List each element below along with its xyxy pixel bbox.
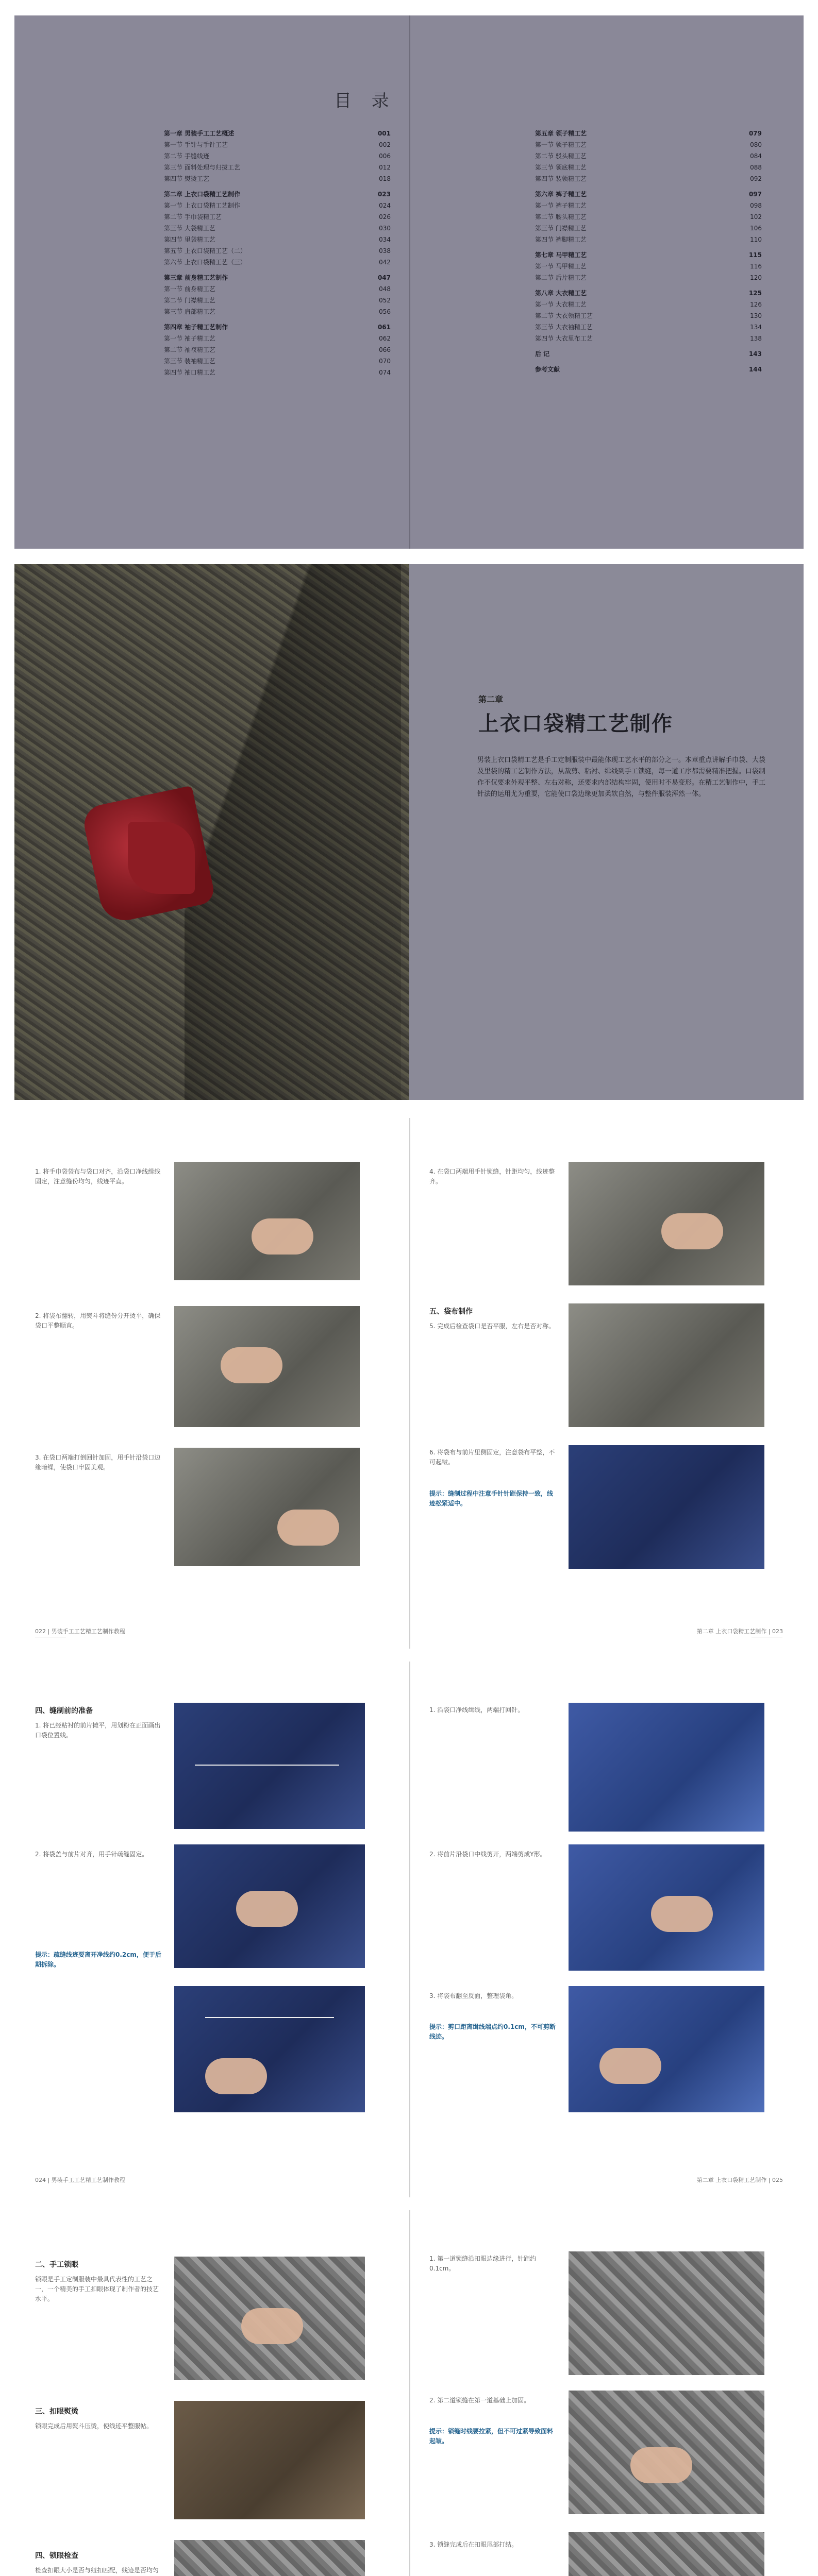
toc-entry-label: 第四节 裤脚精工艺 xyxy=(535,236,587,243)
spread-2 xyxy=(14,1662,804,2197)
step-photo xyxy=(569,2532,764,2576)
toc-entry-label: 第三节 大袋精工艺 xyxy=(164,225,215,232)
step-text: 锁眼是手工定制服装中最具代表性的工艺之一，一个精美的手工扣眼体现了制作者的技艺水平。 xyxy=(35,2276,159,2302)
toc-entry[interactable] xyxy=(535,223,762,234)
toc-entry[interactable] xyxy=(535,200,762,211)
step-text: 检查扣眼大小是否与纽扣匹配，线迹是否均匀 xyxy=(35,2567,159,2574)
step-text: 2. 将袋布翻转，用熨斗将缝份分开烫平，确保袋口平整顺直。 xyxy=(35,1312,161,1329)
toc-entry-page: 038 xyxy=(379,247,391,255)
toc-entry-label: 第二节 后片精工艺 xyxy=(535,274,587,281)
toc-entry-page: 144 xyxy=(748,366,762,373)
step-photo xyxy=(174,1844,365,1968)
toc-entry[interactable] xyxy=(164,321,391,333)
step-text: 2. 第二道锁缝在第一道基础上加固。 xyxy=(429,2397,530,2404)
toc-entry-label: 第三节 领底精工艺 xyxy=(535,164,587,171)
toc-entry[interactable] xyxy=(164,234,391,245)
toc-entry-label: 第一节 袖子精工艺 xyxy=(164,335,215,342)
toc-entry[interactable] xyxy=(164,173,391,184)
section-heading: 四、锁眼检查 xyxy=(35,2552,78,2560)
step-photo xyxy=(174,1448,360,1566)
toc-entry[interactable] xyxy=(164,200,391,211)
toc-entry-page: 115 xyxy=(748,251,762,259)
toc-entry-label: 第一节 前身精工艺 xyxy=(164,285,215,293)
chapter-label: 第二章 xyxy=(478,694,504,704)
toc-entry[interactable] xyxy=(535,272,762,283)
step-photo xyxy=(569,1844,764,1971)
toc-entry-page: 088 xyxy=(750,164,762,171)
toc-entry-page: 110 xyxy=(750,236,762,243)
section-heading: 五、袋布制作 xyxy=(429,1308,473,1316)
toc-entry[interactable] xyxy=(164,189,391,200)
toc-entry-page: 018 xyxy=(379,175,391,182)
toc-entry[interactable] xyxy=(535,189,762,200)
toc-entry-label: 第二节 腰头精工艺 xyxy=(535,213,587,221)
toc-entry-page: 116 xyxy=(750,263,762,270)
step-text: 4. 在袋口两端用手针锁缝，针距均匀，线迹整齐。 xyxy=(429,1168,555,1185)
toc-entry[interactable] xyxy=(535,150,762,162)
toc-entry-page: 126 xyxy=(750,301,762,308)
toc-entry[interactable] xyxy=(164,139,391,150)
toc-entry-label: 第七章 马甲精工艺 xyxy=(535,251,587,259)
folio-left: 022 | 男装手工工艺精工艺制作教程 xyxy=(35,1628,125,1635)
toc-entry-label: 第五节 上衣口袋精工艺（二） xyxy=(164,247,246,255)
toc-entry-page: 120 xyxy=(750,274,762,281)
step-photo xyxy=(174,2540,365,2576)
toc-entry-label: 第四节 熨烫工艺 xyxy=(164,175,209,182)
toc-entry-page: 042 xyxy=(379,259,391,266)
toc-entry-page: 079 xyxy=(748,130,762,137)
toc-right-column xyxy=(535,124,762,375)
toc-entry-page: 143 xyxy=(748,350,762,358)
step-text: 5. 完成后检查袋口是否平服，左右是否对称。 xyxy=(429,1323,555,1330)
toc-entry[interactable] xyxy=(164,211,391,223)
toc-entry[interactable] xyxy=(164,223,391,234)
toc-entry[interactable] xyxy=(164,367,391,378)
step-photo xyxy=(174,2401,365,2519)
step-text: 3. 锁缝完成后在扣眼尾部打结。 xyxy=(429,2541,518,2548)
toc-entry-label: 第三节 装袖精工艺 xyxy=(164,358,215,365)
jacket-photo xyxy=(14,564,409,1100)
toc-entry-page: 056 xyxy=(379,308,391,315)
step-text: 3. 将袋布翻至反面，整理袋角。 xyxy=(429,1992,518,1999)
toc-entry[interactable] xyxy=(535,364,762,375)
toc-entry-page: 026 xyxy=(379,213,391,221)
step-photo xyxy=(569,1303,764,1427)
toc-entry[interactable] xyxy=(164,333,391,344)
step-note: 提示：缝制过程中注意手针针距保持一致，线迹松紧适中。 xyxy=(429,1490,554,1507)
toc-entry[interactable] xyxy=(164,295,391,306)
step-text: 2. 将袋盖与前片对齐，用手针疏缝固定。 xyxy=(35,1851,148,1858)
toc-entry-label: 第四节 袖口精工艺 xyxy=(164,369,215,376)
toc-entry[interactable] xyxy=(535,348,762,360)
toc-entry-page: 070 xyxy=(379,358,391,365)
toc-entry-page: 134 xyxy=(750,324,762,331)
toc-entry[interactable] xyxy=(535,249,762,261)
spread-1 xyxy=(14,1118,804,1649)
toc-entry-page: 125 xyxy=(748,290,762,297)
step-note: 提示：疏缝线迹要离开净线约0.2cm，便于后期拆除。 xyxy=(35,1951,161,1968)
toc-entry[interactable] xyxy=(164,344,391,355)
toc-title: 目 录 xyxy=(334,91,396,111)
toc-entry-page: 106 xyxy=(750,225,762,232)
toc-entry[interactable] xyxy=(535,128,762,139)
toc-entry-label: 第二节 手巾袋精工艺 xyxy=(164,213,222,221)
toc-entry-label: 第一节 马甲精工艺 xyxy=(535,263,587,270)
toc-spread xyxy=(14,15,804,549)
toc-entry[interactable] xyxy=(535,162,762,173)
toc-entry-label: 第一节 手针与手针工艺 xyxy=(164,141,228,148)
step-photo xyxy=(174,1703,365,1829)
folio-left: 024 | 男装手工工艺精工艺制作教程 xyxy=(35,2177,125,2183)
toc-entry-label: 第四节 装领精工艺 xyxy=(535,175,587,182)
toc-entry-label: 第三节 面料处理与归拔工艺 xyxy=(164,164,240,171)
toc-entry-page: 006 xyxy=(379,152,391,160)
toc-entry-page: 030 xyxy=(379,225,391,232)
step-photo xyxy=(174,1306,360,1427)
toc-entry-page: 138 xyxy=(750,335,762,342)
toc-entry-page: 012 xyxy=(379,164,391,171)
toc-entry-page: 047 xyxy=(377,274,391,281)
gutter xyxy=(409,15,410,549)
toc-entry-label: 第一节 上衣口袋精工艺制作 xyxy=(164,202,240,209)
toc-entry[interactable] xyxy=(164,355,391,367)
toc-entry[interactable] xyxy=(535,139,762,150)
toc-entry-page: 130 xyxy=(750,312,762,319)
section-heading: 四、缝制前的准备 xyxy=(35,1707,93,1715)
chapter-intro: 男装上衣口袋精工艺是手工定制服装中最能体现工艺水平的部分之一。本章重点讲解手巾袋、大袋及里袋的精工艺制作方法，从裁剪、粘衬、缉线到手工锁缝，每一道工序都需要精准把握。口袋制作不仅要求外观平整、左右对称，还要求内部结构牢固，使用时不易变形。在精工艺制作中，手工针法的运用尤为重要，它能使口袋边缘更加柔软自然，与整件服装浑然一体。 xyxy=(477,756,766,798)
toc-entry-label: 第五章 领子精工艺 xyxy=(535,130,587,137)
toc-entry-label: 第二节 手缝线迹 xyxy=(164,152,209,160)
toc-entry-label: 第三节 门襟精工艺 xyxy=(535,225,587,232)
step-text: 2. 将前片沿袋口中线剪开，两端剪成Y形。 xyxy=(429,1851,546,1858)
toc-entry-page: 066 xyxy=(379,346,391,353)
step-photo xyxy=(569,2251,764,2375)
step-text: 1. 沿袋口净线缉线，两端打回针。 xyxy=(429,1706,524,1714)
toc-entry-page: 080 xyxy=(750,141,762,148)
toc-entry[interactable] xyxy=(164,150,391,162)
step-text: 1. 第一道锁缝沿扣眼边缘进行，针距约0.1cm。 xyxy=(429,2255,537,2272)
toc-entry-label: 第二章 上衣口袋精工艺制作 xyxy=(164,191,241,198)
toc-entry[interactable] xyxy=(535,310,762,321)
toc-entry-page: 098 xyxy=(750,202,762,209)
toc-entry-label: 第二节 大衣领精工艺 xyxy=(535,312,593,319)
toc-entry[interactable] xyxy=(535,299,762,310)
folio-right: 第二章 上衣口袋精工艺制作 | 025 xyxy=(696,2177,783,2183)
toc-entry-label: 第三节 肩部精工艺 xyxy=(164,308,215,315)
toc-entry-page: 002 xyxy=(379,141,391,148)
step-note: 提示：剪口距离缉线端点约0.1cm，不可剪断线迹。 xyxy=(429,2023,556,2040)
step-text: 6. 将袋布与前片里侧固定，注意袋布平整，不可起皱。 xyxy=(429,1449,555,1466)
step-photo xyxy=(569,2391,764,2514)
toc-entry[interactable] xyxy=(535,333,762,344)
toc-entry-page: 034 xyxy=(379,236,391,243)
toc-entry-label: 后 记 xyxy=(535,350,550,358)
toc-entry-label: 第四节 里袋精工艺 xyxy=(164,236,215,243)
toc-entry-page: 061 xyxy=(377,324,391,331)
step-text: 1. 将已经粘衬的前片摊平，用划粉在正面画出口袋位置线。 xyxy=(35,1722,161,1739)
toc-entry[interactable] xyxy=(535,211,762,223)
toc-entry[interactable] xyxy=(164,283,391,295)
toc-entry-label: 第一节 裤子精工艺 xyxy=(535,202,587,209)
toc-entry[interactable] xyxy=(164,257,391,268)
toc-entry[interactable] xyxy=(164,245,391,257)
step-photo xyxy=(569,1986,764,2112)
toc-entry[interactable] xyxy=(164,128,391,139)
toc-entry[interactable] xyxy=(164,306,391,317)
toc-entry-page: 084 xyxy=(750,152,762,160)
step-text: 1. 将手巾袋袋布与袋口对齐，沿袋口净线缉线固定，注意缝份均匀，线迹平直。 xyxy=(35,1168,161,1185)
toc-entry-page: 048 xyxy=(379,285,391,293)
toc-entry-page: 052 xyxy=(379,297,391,304)
toc-entry-label: 第三节 大衣袖精工艺 xyxy=(535,324,593,331)
toc-entry-label: 第二节 袖衩精工艺 xyxy=(164,346,215,353)
chapter-title: 上衣口袋精工艺制作 xyxy=(478,712,673,736)
toc-entry-label: 第一章 男装手工工艺概述 xyxy=(164,130,235,137)
toc-entry-label: 第四章 袖子精工艺制作 xyxy=(164,324,228,331)
toc-entry-label: 第八章 大衣精工艺 xyxy=(535,290,587,297)
toc-entry-label: 第六章 裤子精工艺 xyxy=(535,191,587,198)
toc-entry-label: 第一节 大衣精工艺 xyxy=(535,301,587,308)
toc-entry-page: 102 xyxy=(750,213,762,221)
toc-entry-page: 023 xyxy=(377,191,391,198)
toc-entry-page: 074 xyxy=(379,369,391,376)
toc-entry-label: 参考文献 xyxy=(535,366,560,373)
step-photo xyxy=(174,1162,360,1280)
folio-right: 第二章 上衣口袋精工艺制作 | 023 xyxy=(696,1628,783,1635)
toc-entry[interactable] xyxy=(535,234,762,245)
toc-entry-page: 062 xyxy=(379,335,391,342)
section-heading: 二、手工锁眼 xyxy=(35,2261,78,2269)
step-text: 锁眼完成后用熨斗压烫，使线迹平整服帖。 xyxy=(35,2422,153,2430)
section-heading: 三、扣眼熨烫 xyxy=(35,2408,78,2416)
chapter-opener-spread xyxy=(14,564,804,1100)
toc-entry-label: 第三章 前身精工艺制作 xyxy=(164,274,228,281)
toc-entry[interactable] xyxy=(535,261,762,272)
toc-entry[interactable] xyxy=(164,272,391,283)
toc-entry-label: 第六节 上衣口袋精工艺（三） xyxy=(164,259,246,266)
step-note: 提示：锁缝时线要拉紧，但不可过紧导致面料起皱。 xyxy=(429,2428,554,2445)
toc-entry-label: 第二节 门襟精工艺 xyxy=(164,297,215,304)
step-photo xyxy=(174,1986,365,2112)
spread-3 xyxy=(14,2210,804,2576)
step-photo xyxy=(569,1162,764,1285)
step-photo xyxy=(569,1703,764,1832)
toc-entry[interactable] xyxy=(164,162,391,173)
toc-entry[interactable] xyxy=(535,287,762,299)
step-photo xyxy=(569,1445,764,1569)
toc-entry[interactable] xyxy=(535,321,762,333)
step-text: 3. 在袋口两端打倒回针加固，用手针沿袋口边缘暗缲，使袋口牢固美观。 xyxy=(35,1454,161,1471)
toc-entry[interactable] xyxy=(535,173,762,184)
toc-entry-page: 001 xyxy=(377,130,391,137)
toc-entry-page: 024 xyxy=(379,202,391,209)
toc-entry-page: 092 xyxy=(750,175,762,182)
toc-entry-label: 第一节 领子精工艺 xyxy=(535,141,587,148)
step-photo xyxy=(174,2257,365,2380)
toc-entry-label: 第四节 大衣里布工艺 xyxy=(535,335,593,342)
toc-left-column xyxy=(164,124,391,378)
toc-entry-label: 第二节 驳头精工艺 xyxy=(535,152,587,160)
toc-entry-page: 097 xyxy=(748,191,762,198)
